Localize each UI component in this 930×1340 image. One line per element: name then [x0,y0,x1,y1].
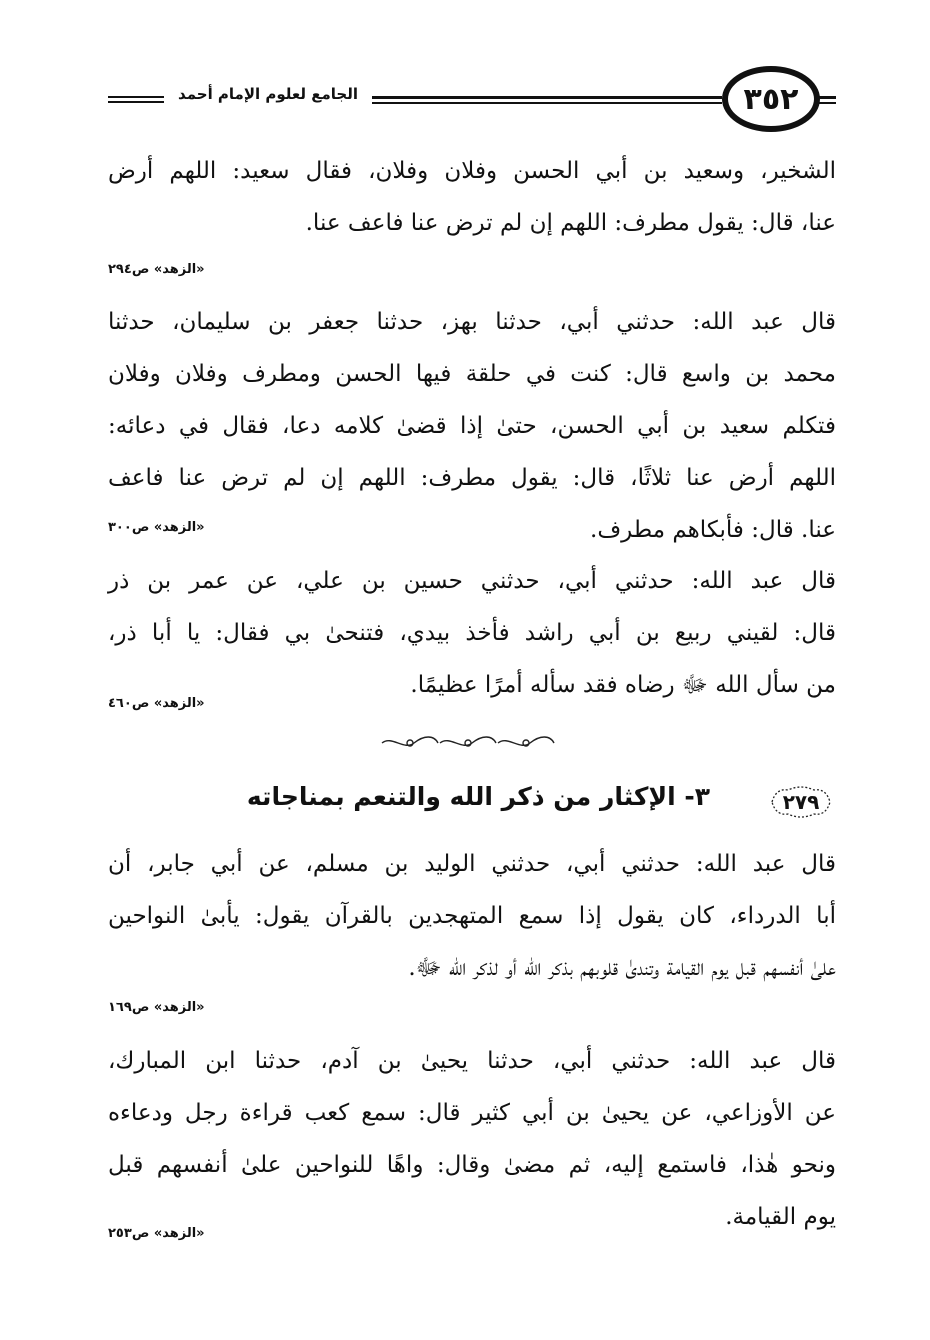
paragraph-4 [108,838,836,994]
text-line: عن الأوزاعي، عن يحيىٰ بن أبي كثير قال: سمع كعب قراءة رجل ودعاءه [108,1100,836,1126]
header-rule-right [818,96,836,99]
text-line: أبا الدرداء، كان يقول إذا سمع المتهجدين بالقرآن يقول: يأبىٰ النواحين [108,903,836,929]
chapter-title: ٣- الإكثار من ذكر الله والتنعم بمناجاته [246,782,710,811]
paragraph-2 [108,296,836,556]
text-line: عنا. قال: فأبكاهم مطرف. [590,517,836,543]
book-title: الجامع لعلوم الإمام أحمد [178,85,358,103]
reference-note: «الزهد» ص١٦٩ [108,1000,205,1015]
header-rule-mid [372,96,722,99]
chapter-number-badge [766,782,836,822]
chapter-number: ٢٧٩ [782,790,820,814]
header-rule-left [108,96,164,98]
text-line: قال عبد الله: حدثني أبي، حدثنا بهز، حدثنا جعفر بن سليمان، حدثنا [108,309,836,335]
reference-note: «الزهد» ص٢٩٤ [108,262,205,277]
text-line: الشخير، وسعيد بن أبي الحسن وفلان وفلان، فقال سعيد: اللهم أرض [108,158,836,184]
reference-note: «الزهد» ص٤٦٠ [108,696,205,711]
text-line: محمد بن واسع قال: كنت في حلقة فيها الحسن ومطرف وفلان وفلان [108,361,836,387]
text-line: قال عبد الله: حدثني أبي، حدثني حسين بن علي، عن عمر بن ذر [108,568,836,594]
paragraph-1 [108,145,836,249]
text-line: ونحو هٰذا، فاستمع إليه، ثم مضىٰ وقال: واهًا للنواحين علىٰ أنفسهم قبل [108,1152,836,1178]
text-line: عنا، قال: يقول مطرف: اللهم إن لم ترض عنا فاعف عنا. [305,210,836,236]
text-line: يوم القيامة. [725,1204,836,1230]
text-line: اللهم أرض عنا ثلاثًا، قال: يقول مطرف: اللهم إن لم ترض عنا فاعف [108,465,836,491]
header-rule-left-2 [108,101,164,103]
header-rule-right-2 [818,102,836,104]
text-line: فتكلم سعيد بن أبي الحسن، حتىٰ إذا قضىٰ كلامه دعا، فقال في دعائه: [108,413,836,439]
page-number: ٣٥٢ [722,66,820,132]
header-rule-mid-2 [372,102,722,104]
decorative-divider-icon [378,733,558,753]
text-line: علىٰ أنفسهم قبل يوم القيامة وتندىٰ قلوبهم بذكر الله أو لذكر الله ﷻ. [408,955,836,981]
text-line: قال: لقيني ربيع بن أبي راشد فأخذ بيدي، فتنحىٰ بي فقال: يا أبا ذر، [108,620,836,646]
text-line: من سأل الله ﷻ رضاه فقد سأله أمرًا عظيمًا. [410,672,836,698]
paragraph-3 [108,555,836,711]
paragraph-5 [108,1035,836,1243]
text-line: قال عبد الله: حدثني أبي، حدثنا يحيىٰ بن آدم، حدثنا ابن المبارك، [108,1048,836,1074]
text-line: قال عبد الله: حدثني أبي، حدثني الوليد بن مسلم، عن أبي جابر، أن [108,851,836,877]
reference-note: «الزهد» ص٣٠٠ [108,520,205,535]
reference-note: «الزهد» ص٢٥٣ [108,1226,205,1241]
